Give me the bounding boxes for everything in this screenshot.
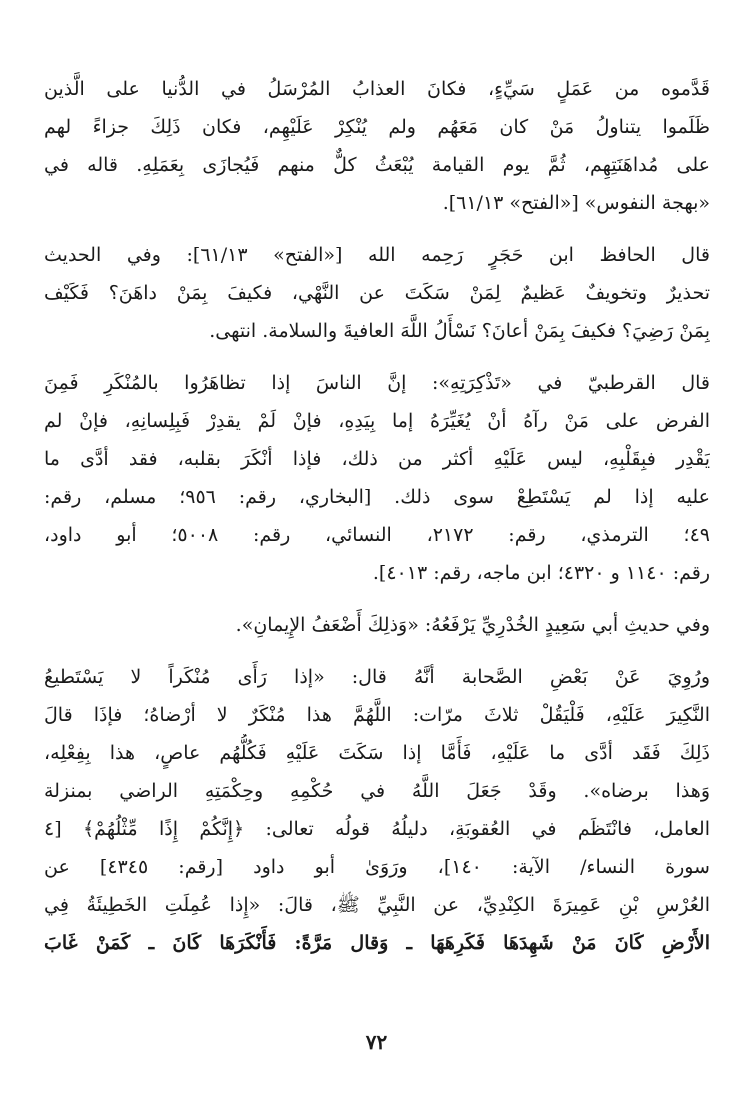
text-line: قَدَّموه من عَمَلٍ سَيِّءٍ، فكانَ العذابُ المُرْسَلُ في الدُّنيا على الَّذين: [44, 78, 710, 100]
paragraph-4: [44, 606, 710, 644]
text-line: ذَلِكَ فَقَد أدَّى ما عَلَيْهِ، فَأَمَّا إذا سَكَتَ عَلَيْهِ فَكُلُّهُم عاصٍ، هذا بِفِعْلِه،: [44, 742, 710, 764]
text-line: قال الحافظ ابن حَجَرٍ رَحِمه الله [«الفتح» ٦١/١٣]: وفي الحديث: [44, 244, 710, 266]
paragraph-gap: [44, 350, 710, 364]
text-line: قال القرطبيّ في «تَذْكِرَتِهِ»: إنَّ الناسَ إذا تظاهَرُوا بالمُنْكَرِ فَمِنَ: [44, 372, 710, 394]
text-line: وَهذا برضاه». وقَدْ جَعَلَ اللَّهُ في حُكْمِهِ وحِكْمَتِهِ الراضي بمنزلة: [44, 780, 710, 802]
text-line: ظَلَموا يتناولُ مَنْ كان مَعَهُم ولم يُنْكِرْ عَلَيْهِم، فكان ذَلِكَ جزاءً لهم: [44, 116, 710, 138]
text-line: العامل، فانْتَظَم في العُقوبَةِ، دليلُهُ قولُه تعالى: ﴿إِنَّكُمْ إِذًا مِّثْلُهُمْ﴾ [٤: [44, 818, 710, 840]
paragraph-3: [44, 364, 710, 592]
text-line: على مُداهَنَتِهِم، ثُمَّ يوم القيامة يُبْعَثُ كلٌّ منهم فَيُجازَى بِعَمَلِهِ. قاله في: [44, 154, 710, 176]
text-line: يَقْدِر فبِقَلْبِهِ، ليس عَلَيْهِ أكثر من ذلك، فإذا أنْكَرَ بقلبه، فقد أدَّى ما: [44, 448, 710, 470]
text-line: العُرْسِ بْنِ عَمِيرَةَ الكِنْدِيِّ، عن النَّبِيِّ ﷺ، قالَ: «إِذا عُمِلَتِ الخَطِيئَةُ فِي: [44, 894, 710, 916]
paragraph-gap: [44, 644, 710, 658]
paragraph-gap: [44, 222, 710, 236]
text-line: عليه إذا لم يَسْتَطِعْ سوى ذلك. [البخاري، رقم: ٩٥٦؛ مسلم، رقم:: [44, 486, 710, 508]
text-line: ٤٩؛ الترمذي، رقم: ٢١٧٢، النسائي، رقم: ٥٠٠٨؛ أبو داود،: [44, 524, 710, 546]
paragraph-1: [44, 70, 710, 222]
text-line: الأَرْضِ كَانَ مَنْ شَهِدَهَا فَكَرِهَهَا ـ وَقال مَرَّةً: فَأَنْكَرَهَا كَانَ ـ كَمَنْ غَابَ: [44, 932, 710, 954]
text-line: بِمَنْ رَضِيَ؟ فكيفَ بِمَنْ أعانَ؟ نَسْأَلُ اللَّهَ العافيةَ والسلامة. انتهى.: [209, 320, 710, 342]
text-line: وفي حديثِ أبي سَعِيدٍ الخُدْرِيِّ يَرْفَعُهُ: «وَذلِكَ أَضْعَفُ الإِيمانِ».: [235, 614, 710, 636]
text-line: الفرض على مَنْ رآهُ أنْ يُغَيِّرَهُ إما بِيَدِهِ، فإنْ لَمْ يقدِرْ فَبِلِسانِهِ، فإنْ لم: [44, 410, 710, 432]
text-line: النَّكِيرَ عَلَيْهِ، فَلْيَقُلْ ثلاثَ مرّات: اللَّهُمَّ هذا مُنْكَرٌ لا أرْضاهُ؛ فإذَا قالَ: [44, 704, 710, 726]
page-number: ٧٢: [365, 1030, 388, 1054]
text-line: تحذيرٌ وتخويفٌ عَظيمٌ لِمَنْ سَكَتَ عن النَّهْي، فكيفَ بِمَنْ داهَنَ؟ فَكَيْف: [44, 282, 710, 304]
paragraph-5: [44, 658, 710, 962]
paragraph-gap: [44, 592, 710, 606]
page-body: [44, 70, 710, 1070]
text-line: سورة النساء/ الآية: ١٤٠]، ورَوَىٰ أبو داود [رقم: ٤٣٤٥] عن: [44, 856, 710, 878]
text-line: رقم: ١١٤٠ و ٤٣٢٠؛ ابن ماجه، رقم: ٤٠١٣].: [372, 562, 710, 584]
text-line: «بهجة النفوس» [«الفتح» ٦١/١٣].: [442, 192, 710, 214]
paragraph-2: [44, 236, 710, 350]
text-line: ورُوِيَ عَنْ بَعْضِ الصَّحابة أنَّهُ قال: «إذا رَأَى مُنْكَراً لا يَسْتَطيعُ: [44, 666, 710, 688]
